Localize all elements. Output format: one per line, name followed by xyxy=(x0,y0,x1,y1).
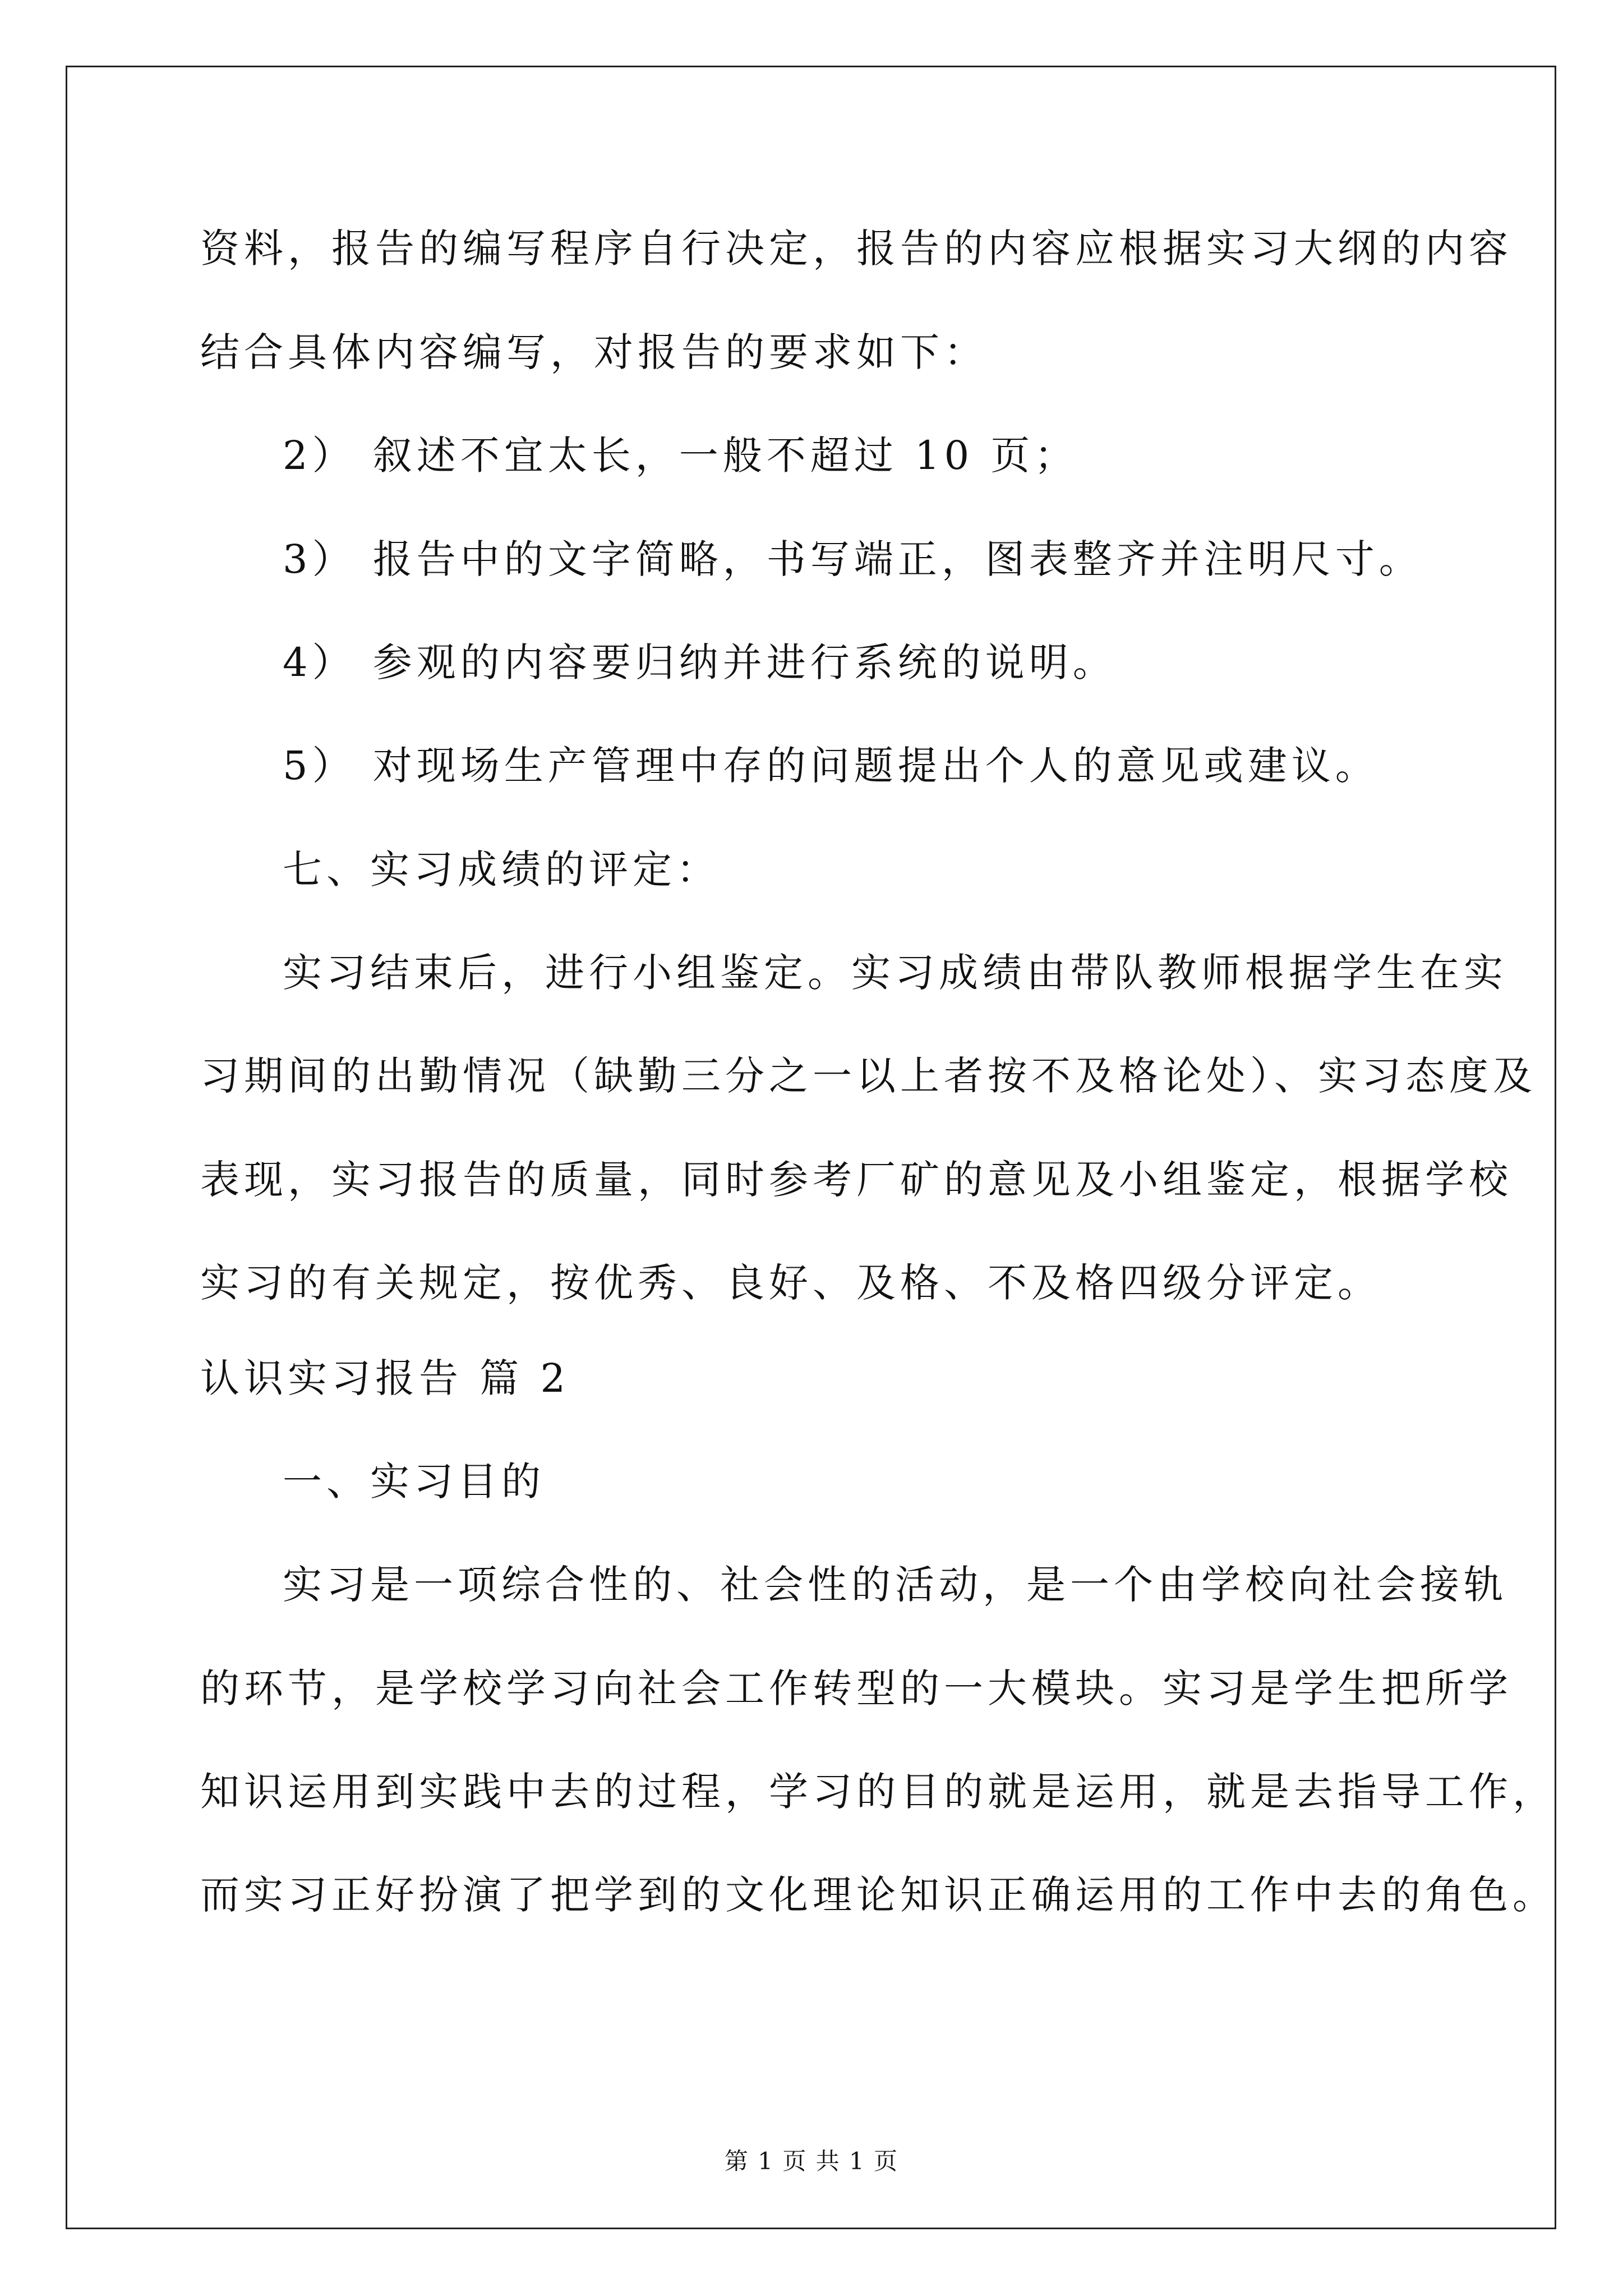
section-heading: 七、实习成绩的评定： xyxy=(283,846,720,892)
paragraph-line: 实习结束后，进行小组鉴定。实习成绩由带队教师根据学生在实 xyxy=(283,950,1507,996)
section-heading: 一、实习目的 xyxy=(283,1458,545,1504)
list-item: 5） 对现场生产管理中存的问题提出个人的意见或建议。 xyxy=(283,743,1379,789)
paragraph-line: 结合具体内容编写，对报告的要求如下： xyxy=(200,329,988,375)
list-item: 4） 参观的内容要归纳并进行系统的说明。 xyxy=(283,639,1117,685)
paragraph-line: 而实习正好扮演了把学到的文化理论知识正确运用的工作中去的角色。 xyxy=(200,1872,1556,1918)
paragraph-line: 知识运用到实践中去的过程，学习的目的就是运用，就是去指导工作， xyxy=(200,1769,1556,1815)
paragraph-line: 实习是一项综合性的、社会性的活动，是一个由学校向社会接轨 xyxy=(283,1562,1507,1608)
page-footer: 第 1 页 共 1 页 xyxy=(724,2147,899,2175)
paragraph-line: 实习的有关规定，按优秀、良好、及格、不及格四级分评定。 xyxy=(200,1260,1381,1306)
paragraph-line: 表现，实习报告的质量，同时参考厂矿的意见及小组鉴定，根据学校 xyxy=(200,1157,1513,1203)
list-item: 2） 叙述不宜太长，一般不超过 10 页； xyxy=(283,432,1078,478)
document-title: 认识实习报告 篇 2 xyxy=(200,1355,570,1401)
paragraph-line: 习期间的出勤情况（缺勤三分之一以上者按不及格论处）、实习态度及 xyxy=(200,1053,1537,1099)
list-item: 3） 报告中的文字简略，书写端正，图表整齐并注明尺寸。 xyxy=(283,536,1423,582)
paragraph-line: 资料，报告的编写程序自行决定，报告的内容应根据实习大纲的内容 xyxy=(200,226,1513,272)
paragraph-line: 的环节，是学校学习向社会工作转型的一大模块。实习是学生把所学 xyxy=(200,1665,1513,1711)
